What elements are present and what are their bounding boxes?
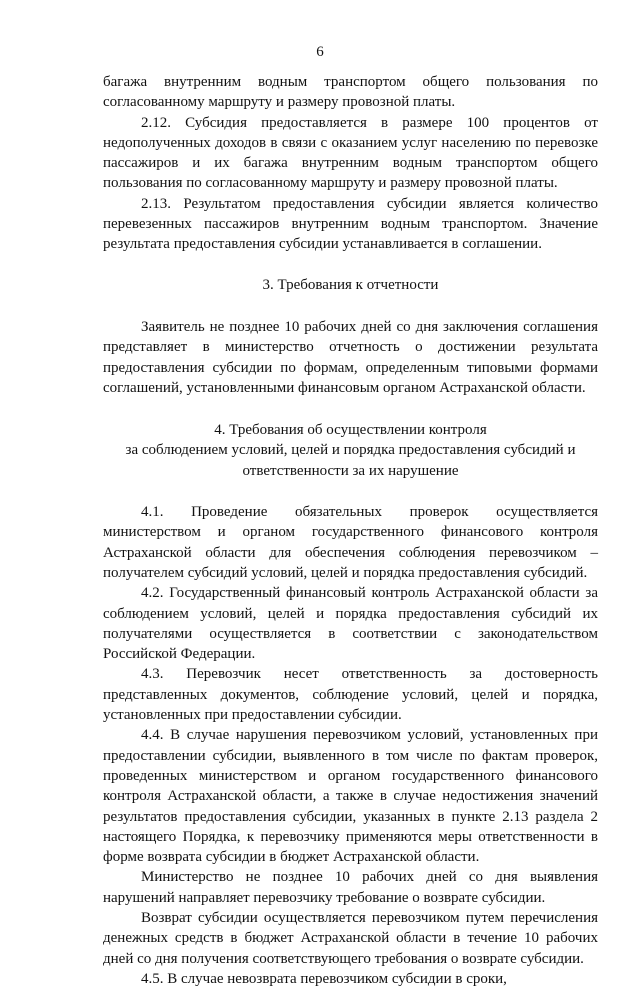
paragraph-4-5: 4.5. В случае невозврата перевозчиком субсидии в сроки,	[141, 970, 507, 987]
paragraph-refund: Возврат субсидии осуществляется перевозчиком путем перечисления денежных средств в бюджет Астраханской области в течение 10 рабочих дней со дня получения соответствующего требования о возврате субсидии.	[103, 909, 598, 967]
paragraph-4-1: 4.1. Проведение обязательных проверок осуществляется министерством и органом государственного финансового контроля Астраханской области для обеспечения соблюдения перевозчиком – получателем субсидий условий, целей и порядка предоставления субсидий.	[103, 504, 598, 581]
paragraph-2-13: 2.13. Результатом предоставления субсидии является количество перевезенных пассажиров внутренним водным транспортом. Значение результата предоставления субсидии устанавливается в соглашении.	[103, 195, 598, 253]
paragraph-4-3: 4.3. Перевозчик несет ответственность за достоверность представленных документов, соблюдение условий, целей и порядка, установленных при предоставлении субсидии.	[103, 666, 598, 724]
paragraph-2-12: 2.12. Субсидия предоставляется в размере 100 процентов от недополученных доходов в связи с оказанием услуг населению по перевозке пассажиров и их багажа внутренним водным транспортом общего пользования по согласованному маршруту и размеру провозной платы.	[103, 114, 598, 192]
section-4-heading-line1: 4. Требования об осуществлении контроля	[214, 422, 487, 439]
section-3-paragraph: Заявитель не позднее 10 рабочих дней со дня заключения соглашения представляет в министерство отчетность о достижении результата предоставления субсидии по формам, определенным типовыми формами соглашений, установленными финансовым органом Астраханской области.	[103, 318, 598, 396]
paragraph-ministry-deadline: Министерство не позднее 10 рабочих дней со дня выявления нарушений направляет перевозчику требование о возврате субсидии.	[103, 869, 598, 906]
page-number: 6	[316, 44, 324, 60]
section-3-heading: 3. Требования к отчетности	[262, 276, 439, 293]
paragraph-continuation: багажа внутренним водным транспортом общего пользования по согласованному маршруту и размеру провозной платы.	[103, 74, 598, 111]
paragraph-4-4: 4.4. В случае нарушения перевозчиком условий, установленных при предоставлении субсидии, выявленного в том числе по фактам проверок, проведенных министерством и органом государственного финансового контроля Астраханской области, а также в случае недостижения значений результатов предоставления субсидии, указанных в пункте 2.13 раздела 2 настоящего Порядка, к перевозчику применяются меры ответственности в форме возврата субсидии в бюджет Астраханской области.	[103, 727, 598, 866]
paragraph-4-2: 4.2. Государственный финансовый контроль Астраханской области за соблюдением условий, целей и порядка предоставления субсидий их получателями осуществляется в соответствии с законодательством Российской Федерации.	[103, 585, 598, 663]
section-4-heading-line2: за соблюдением условий, целей и порядка предоставления субсидий и	[125, 442, 576, 459]
document-body	[103, 72, 598, 989]
section-4-heading-line3: ответственности за их нарушение	[242, 462, 459, 479]
